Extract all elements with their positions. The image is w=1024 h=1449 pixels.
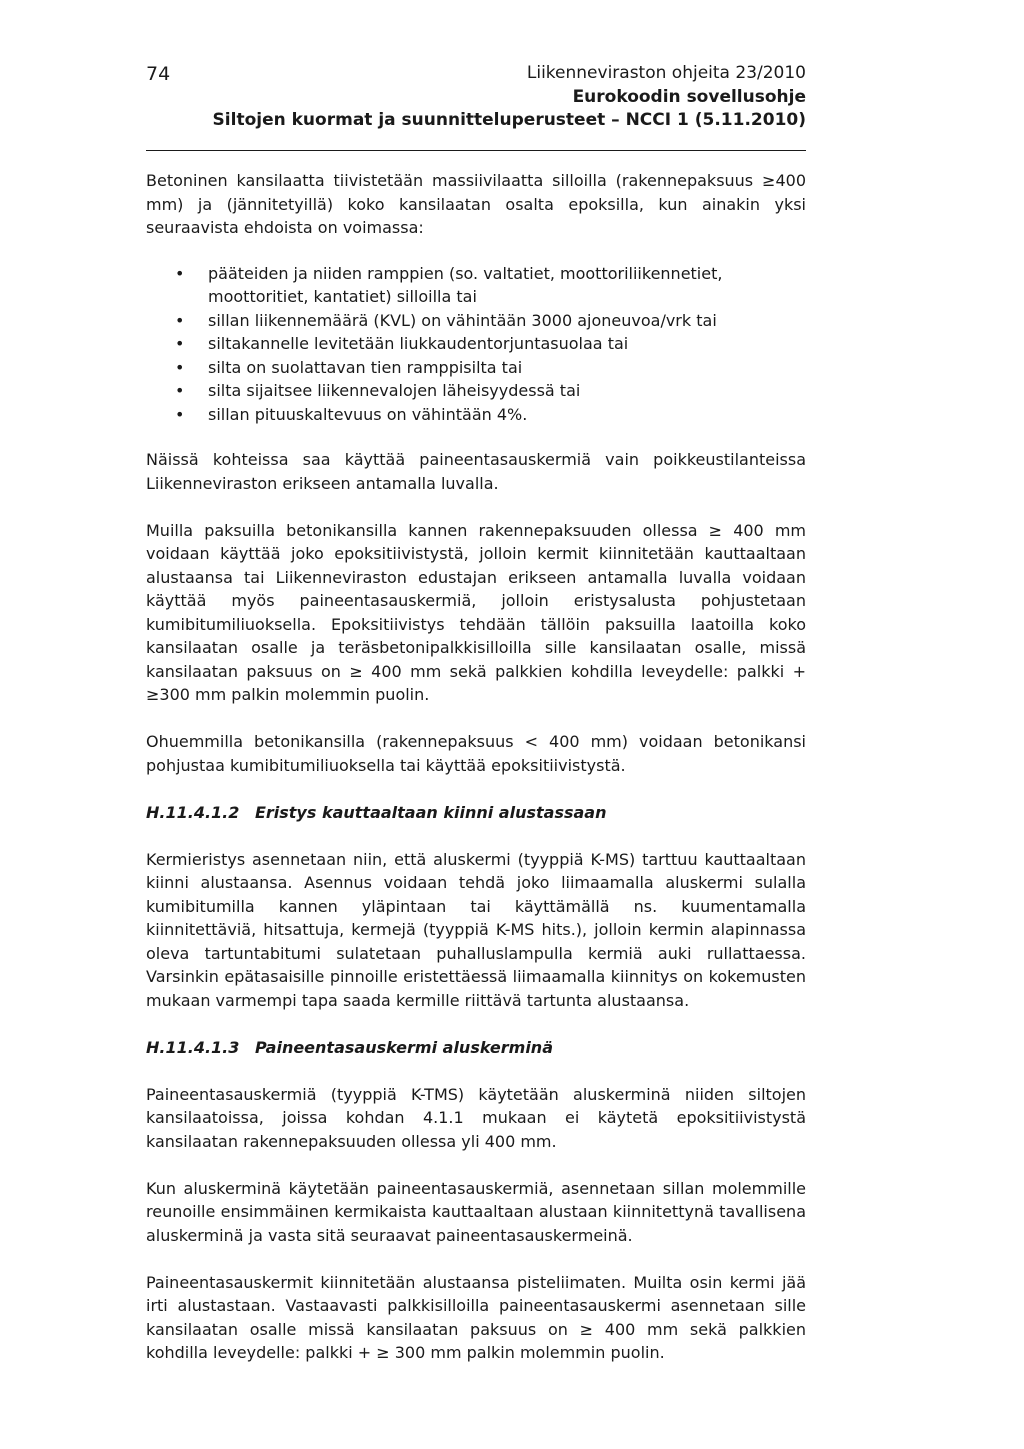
thin-deck-paragraph: Ohuemmilla betonikansilla (rakennepaksuus < 400 mm) voidaan betonikansi pohjustaa kumibitumiliuoksella tai käyttää epoksitiivistystä.	[146, 732, 806, 775]
body-text	[146, 169, 806, 1388]
exception-paragraph: Näissä kohteissa saa käyttää paineentasauskermiä vain poikkeustilanteissa Liikenneviraston erikseen antamalla luvalla.	[146, 450, 806, 493]
list-item	[146, 309, 806, 333]
running-header	[213, 62, 806, 133]
section-heading	[146, 801, 806, 825]
list-item-text: silta on suolattavan tien ramppisilta tai	[208, 357, 523, 377]
bullet-icon: •	[175, 263, 185, 283]
bullet-icon: •	[175, 381, 185, 400]
list-item-text: sillan pituuskaltevuus on vähintään 4%.	[208, 404, 528, 424]
list-item-text: silta sijaitsee liikennevalojen läheisyydessä tai	[208, 381, 581, 400]
list-item	[146, 356, 806, 380]
list-item	[146, 262, 806, 309]
document-title: Siltojen kuormat ja suunnitteluperusteet – NCCI 1 (5.11.2010)	[212, 110, 806, 130]
list-item	[146, 379, 806, 403]
section-title: Paineentasauskermi aluskerminä	[254, 1037, 553, 1057]
section-number: H.11.4.1.2	[146, 802, 240, 822]
intro-paragraph: Betoninen kansilaatta tiivistetään massiivilaatta silloilla (rakennepaksuus ≥400 mm) ja (jännitetyillä) koko kansilaatan osalta epoksilla, kun ainakin yksi seuraavista ehdoista on voimassa:	[146, 171, 806, 237]
list-item	[146, 403, 806, 427]
bullet-icon: •	[175, 310, 185, 330]
list-item	[146, 332, 806, 356]
conditions-list	[146, 262, 806, 427]
section-paragraph: Paineentasauskermiä (tyyppiä K-TMS) käytetään aluskerminä niiden siltojen kansilaatoissa, joissa kohdan 4.1.1 mukaan ei käytetä epoksitiivistystä kansilaatan rakennepaksuuden ollessa yli 400 mm.	[146, 1084, 806, 1151]
list-item-text: sillan liikennemäärä (KVL) on vähintään 3000 ajoneuvoa/vrk tai	[208, 310, 717, 330]
section-title: Eristys kauttaaltaan kiinni alustassaan	[254, 802, 607, 822]
section-paragraph: Kermieristys asennetaan niin, että aluskermi (tyyppiä K-MS) tarttuu kauttaaltaan kiinni alustaansa. Asennus voidaan tehdä joko liimaamalla aluskermi sulalla kumibitumilla kannen yläpintaan tai käyttämällä ns. kuumentamalla kiinnitettäviä, hitsattuja, kermejä (tyyppiä K-MS hits.), jolloin kermin alapinnassa oleva tartuntabitumi sulatetaan puhalluslampulla kermiä auki rullattaessa. Varsinkin epätasaisille pinnoille eristettäessä liimaamalla kiinnitys on kokemusten mukaan varmempi tapa saada kermille riittävä tartunta alustaansa.	[146, 849, 806, 1010]
bullet-icon: •	[175, 357, 185, 377]
bullet-icon: •	[175, 334, 185, 353]
document-subtitle: Eurokoodin sovellusohje	[572, 86, 806, 107]
bullet-icon: •	[175, 404, 185, 424]
thick-deck-paragraph: Muilla paksuilla betonikansilla kannen rakennepaksuuden ollessa ≥ 400 mm voidaan käyttää joko epoksitiivistystä, jolloin kermit kiinnitetään kauttaaltaan alustaansa tai Liikenneviraston edustajan erikseen antamalla luvalla voidaan käyttää myös paineentasauskermiä, jolloin eristysalusta pohjustetaan kumibitumiliuoksella. Epoksitiivistys tehdään tällöin paksuilla laatoilla koko kansilaatan osalle ja teräsbetonipalkkisilloilla sille kansilaatan osalle, missä kansilaatan paksuus on ≥ 400 mm sekä palkkien kohdilla leveydelle: palkki + ≥300 mm palkin molemmin puolin.	[146, 520, 806, 704]
list-item-text: siltakannelle levitetään liukkaudentorjuntasuolaa tai	[208, 334, 629, 353]
publication-series: Liikenneviraston ohjeita 23/2010	[526, 63, 806, 83]
header-divider	[146, 150, 806, 151]
section-number: H.11.4.1.3	[146, 1037, 240, 1057]
list-item-text: pääteiden ja niiden ramppien (so. valtatiet, moottoriliikennetiet, moottoritiet, kantatiet) silloilla tai	[208, 263, 723, 306]
section-paragraph: Kun aluskerminä käytetään paineentasauskermiä, asennetaan sillan molemmille reunoille ensimmäinen kermikaista kauttaaltaan alustaan kiinnitettynä tavallisena aluskerminä ja vasta sitä seuraavat paineentasauskermeinä.	[146, 1178, 806, 1245]
section-heading	[146, 1036, 806, 1060]
page-number: 74	[146, 63, 171, 85]
section-paragraph: Paineentasauskermit kiinnitetään alustaansa pisteliimaten. Muilta osin kermi jää irti alustastaan. Vastaavasti palkkisilloilla paineentasauskermi asennetaan sille kansilaatan osalle missä kansilaatan paksuus on ≥ 400 mm sekä palkkien kohdilla leveydelle: palkki + ≥ 300 mm palkin molemmin puolin.	[146, 1272, 806, 1362]
